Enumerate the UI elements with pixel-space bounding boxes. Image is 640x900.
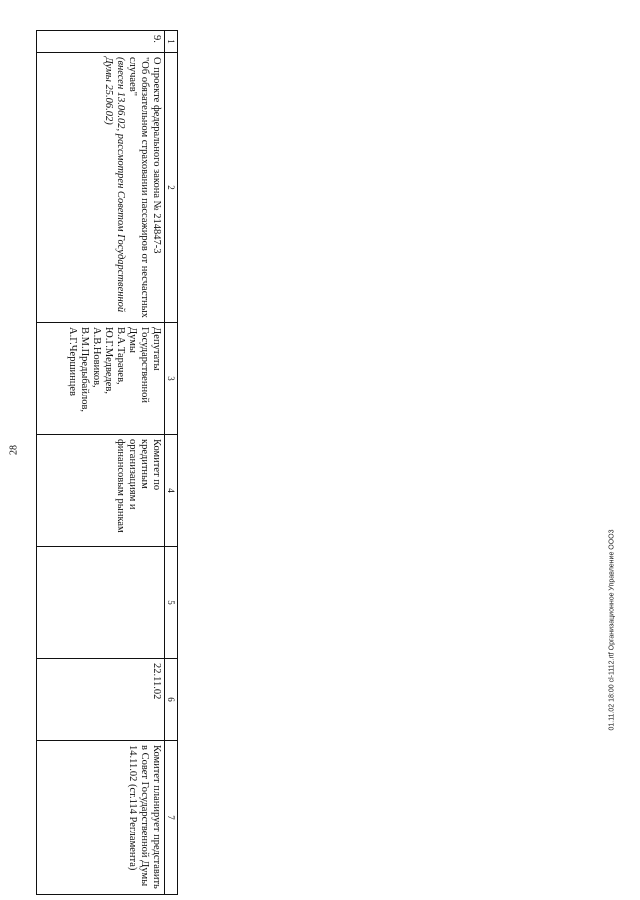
col-header-2: 2	[165, 53, 178, 323]
table-row	[37, 31, 165, 895]
col-header-3: 3	[165, 323, 178, 435]
authors-list: В.А.Тарачев, Ю.Г.Медведев, А.В.Новиков, В.М.Предыбайлов, А.Г.Чершинцев	[67, 327, 126, 413]
authors-cell	[37, 323, 165, 435]
authors-head: Депутаты Государственной Думы	[127, 327, 162, 403]
col-header-5: 5	[165, 547, 178, 659]
header-row	[165, 31, 178, 895]
bill-title-line1: О проекте федерального закона № 214847-3	[151, 57, 162, 254]
bill-title-line2: "Об обязательном страховании пассажиров от несчастных случаев"	[127, 57, 150, 318]
note-cell: Комитет планирует представить в Совет Государственной Думы 14.11.02 (ст.114 Регламента)	[37, 741, 165, 895]
col-header-1: 1	[165, 31, 178, 53]
col-header-4: 4	[165, 435, 178, 547]
bill-title-note: (внесен 13.06.02, рассмотрен Советом Государственной Думы 25.06.02)	[103, 57, 126, 313]
bill-title-cell	[37, 53, 165, 323]
col-header-7: 7	[165, 741, 178, 895]
col-header-6: 6	[165, 659, 178, 741]
row-number: 9.	[37, 31, 165, 53]
footer-text: 01.11.02 18:00 cl-1112.rtf Организационное Управление ООО3	[608, 529, 616, 731]
bill-table-wrap	[36, 30, 178, 894]
bill-table	[36, 30, 178, 895]
page-number: 28	[8, 445, 20, 455]
col5-cell	[37, 547, 165, 659]
date-cell: 22.11.02	[37, 659, 165, 741]
committee-cell: Комитет по кредитным организациям и финансовым рынкам	[37, 435, 165, 547]
